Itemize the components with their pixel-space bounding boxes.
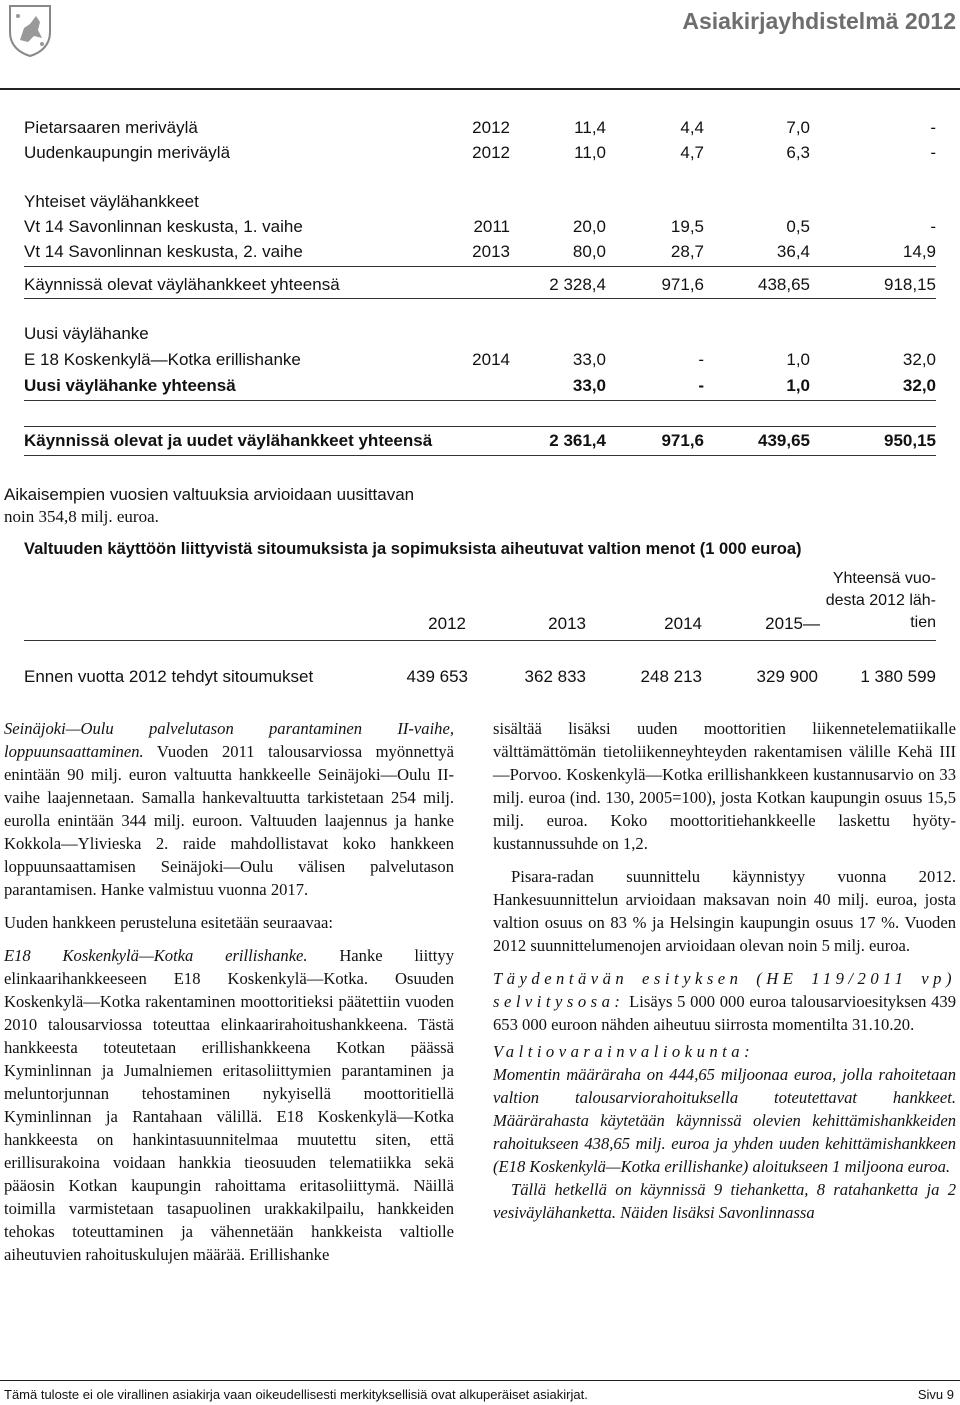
paragraph: sisältää lisäksi uuden moottoritien liikennetelematiikalle välttämättömän tietoliikenneyhteyden rakentamisen välille Kehä III—Porvoo. Koskenkylä—Kotka erillishankkeen kustannusarvio on 33 milj. euroa (ind. 130, 2005=100), josta Kotkan kaupungin osuus 15,5 milj. euroa. Koko moottoritiehankkeelle laskettu hyöty-kustannussuhde on 1,2.	[493, 719, 956, 853]
total-header-line-3: tien	[910, 614, 936, 631]
table-divider	[24, 400, 936, 401]
paragraph: Momentin määräraha on 444,65 miljoonaa euroa, jolla rahoitetaan valtion talousarviorahoituksella toteutettavat hankkeet. Määrärahasta käytetään käynnissä olevien kehittämishankkeiden rahoitukseen 438,65 milj. euroa ja yhden uuden kehittämishankkeen (E18 Koskenkylä—Kotka erillishanke) aloitukseen 1 miljoona euroa.	[493, 1065, 956, 1176]
section-heading: Valtiovarainvaliokunta:	[493, 1042, 755, 1061]
column-header: 2014	[664, 614, 702, 633]
right-column	[493, 717, 956, 1224]
footer-disclaimer: Tämä tuloste ei ole virallinen asiakirja vaan oikeudellisesti merkityksellisiä ovat alkuperäiset asiakirjat.	[4, 1387, 588, 1402]
paragraph: Uuden hankkeen perusteluna esitetään seuraavaa:	[4, 913, 333, 932]
commitments-title: Valtuuden käyttöön liittyvistä sitoumuksista ja sopimuksista aiheutuvat valtion menot (1 000 euroa)	[24, 540, 802, 558]
left-column	[4, 717, 454, 1266]
page-number: Sivu 9	[917, 1387, 954, 1402]
table-divider	[24, 266, 936, 267]
total-header-line-2: desta 2012 läh-	[825, 592, 936, 609]
table-divider	[24, 298, 936, 299]
coat-of-arms-logo	[4, 2, 56, 58]
header-rule	[0, 88, 960, 90]
note-line-2: noin 354,8 milj. euroa.	[4, 507, 159, 526]
header-title: Asiakirjayhdistelmä 2012	[682, 8, 956, 34]
table-divider	[24, 455, 936, 456]
table-divider	[24, 426, 936, 427]
paragraph: E18 Koskenkylä—Kotka erillishanke. Hanke liittyy elinkaarihankkeeseen E18 Koskenkylä—Kotka. Osuuden Koskenkylä—Kotka rakentaminen moottoritieksi päätettiin vuoden 2010 talousarviossa toteuttaa elinkaarirahoitushankkeena. Tästä hankkeesta toteutetaan erillishankkeena Kotkan päässä Kyminlinnan ja Jumalniemen eritasoliittymien parantaminen ja meluntorjunnan tehostaminen nykyisellä moottoritiellä Kyminlinnan ja Rantahaan välillä. E18 Koskenkylä—Kotka hankkeesta on hankintasuunnitelmaa muutettu siten, että erillisurakoina voidaan hankkia tieosuuden telematiikka sekä pääosin Kotkan kaupungin rahoittama eritasoliittymä. Näillä toimilla varmistetaan tasapuolinen urakkakilpailu, hankkeiden tehokas toteuttaminen ja vähennetään hankkeista valtiolle aiheutuvien rahoituskulujen määrää. Erillishanke	[4, 946, 454, 1264]
note-line-1: Aikaisempien vuosien valtuuksia arvioidaan uusittavan	[4, 485, 415, 504]
paragraph: Täydentävän esityksen (HE 119/2011 vp) selvitysosa: Lisäys 5 000 000 euroa talousarvioesityksen 439 653 000 euroon nähden aiheutuu siirrosta momentilta 31.10.20.	[493, 969, 956, 1034]
paragraph: Seinäjoki—Oulu palvelutason parantaminen II-vaihe, loppuunsaattaminen. Vuoden 2011 talousarviossa myönnettyä enintään 90 milj. euron valtuutta hankkeelle Seinäjoki—Oulu II-vaihe laajennetaan. Samalla hankevaltuutta tarkistetaan 254 milj. eurolla enintään 344 milj. euroon. Valtuuden laajennus ja hanke Kokkola—Ylivieska 2. raide mahdollistavat koko hankkeen loppuunsaattamisen Seinäjoki—Oulu välisen palvelutason parantamisen. Hanke valmistuu vuonna 2017.	[4, 719, 454, 899]
column-header: 2015—	[765, 614, 820, 633]
column-header: 2012	[428, 614, 466, 633]
paragraph: Pisara-radan suunnittelu käynnistyy vuonna 2012. Hankesuunnittelun arvioidaan maksavan noin 40 milj. euroa, josta valtion osuus on 83 % ja Helsingin kaupungin osuus 17 %. Vuoden 2012 suunnittelumenojen arvioidaan olevan noin 5 milj. euroa.	[493, 867, 956, 955]
total-header-line-1: Yhteensä vuo-	[832, 570, 936, 587]
footer-rule	[0, 1380, 960, 1381]
table-divider	[24, 640, 936, 641]
column-header: 2013	[548, 614, 586, 633]
paragraph: Tällä hetkellä on käynnissä 9 tiehanketta, 8 ratahanketta ja 2 vesiväylähanketta. Näiden lisäksi Savonlinnassa	[493, 1180, 956, 1222]
